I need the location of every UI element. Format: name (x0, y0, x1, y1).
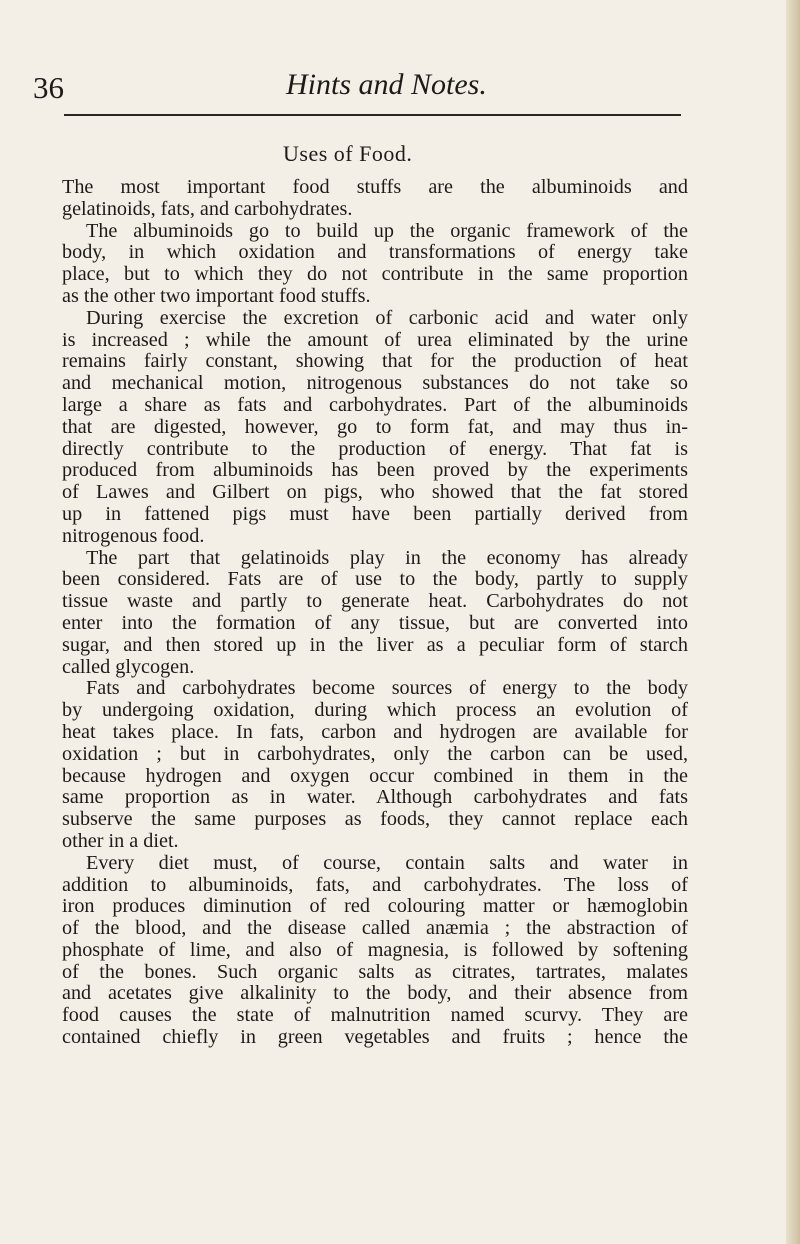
page-number: 36 (33, 70, 64, 105)
text-line: The most important food stuffs are the albuminoids and (62, 176, 688, 198)
text-line: called glycogen. (62, 655, 195, 678)
text-line: produced from albuminoids has been proved by the experiments (62, 459, 688, 482)
text-line: Fats and carbohydrates become sources of energy to the body (86, 677, 688, 700)
text-line: remains fairly constant, showing that for the production of heat (62, 350, 688, 373)
text-line: food causes the state of malnutrition named scurvy. They are (62, 1004, 688, 1027)
text-line: up in fattened pigs must have been partially derived from (62, 502, 688, 525)
text-line: and mechanical motion, nitrogenous substances do not take so (62, 372, 688, 395)
text-line: of the blood, and the disease called anæmia ; the abstraction of (62, 917, 688, 940)
text-line: phosphate of lime, and also of magnesia, is followed by softening (62, 938, 688, 961)
text-line: oxidation ; but in carbohydrates, only the carbon can be used, (62, 742, 688, 765)
text-line: sugar, and then stored up in the liver as a peculiar form of starch (62, 633, 688, 656)
text-line: directly contribute to the production of energy. That fat is (62, 437, 688, 460)
text-line: because hydrogen and oxygen occur combined in them in the (62, 764, 688, 787)
text-line: by undergoing oxidation, during which process an evolution of (62, 699, 688, 722)
text-line: same proportion as in water. Although carbohydrates and fats (62, 786, 688, 809)
text-line: iron produces diminution of red colouring matter or hæmoglobin (62, 895, 688, 918)
text-line: body, in which oxidation and transformations of energy take (62, 241, 688, 264)
text-line: of the bones. Such organic salts as citrates, tartrates, malates (62, 960, 688, 983)
text-line: tissue waste and partly to generate heat. Carbohydrates do not (62, 590, 688, 613)
text-line: gelatinoids, fats, and carbohydrates. (62, 197, 353, 220)
text-line: nitrogenous food. (62, 524, 205, 547)
header-rule (64, 114, 681, 116)
text-line: large a share as fats and carbohydrates. Part of the albuminoids (62, 393, 688, 416)
text-line: contained chiefly in green vegetables and fruits ; hence the (62, 1026, 688, 1049)
text-line: been considered. Fats are of use to the body, partly to supply (62, 568, 688, 591)
text-line: that are digested, however, go to form fat, and may thus in- (62, 415, 688, 438)
text-line: of Lawes and Gilbert on pigs, who showed that the fat stored (62, 481, 688, 504)
text-line: heat takes place. In fats, carbon and hydrogen are available for (62, 720, 688, 743)
text-line: Every diet must, of course, contain salts and water in (86, 851, 688, 874)
text-line: enter into the formation of any tissue, but are converted into (62, 611, 688, 634)
section-title: Uses of Food. (283, 141, 413, 166)
text-line: During exercise the excretion of carbonic acid and water only (86, 306, 688, 329)
text-line: is increased ; while the amount of urea eliminated by the urine (62, 328, 688, 351)
text-line: The albuminoids go to build up the organic framework of the (86, 219, 688, 242)
text-line: other in a diet. (62, 829, 179, 852)
text-line: place, but to which they do not contribute in the same proportion (62, 263, 688, 286)
text-line: addition to albuminoids, fats, and carbohydrates. The loss of (62, 873, 688, 896)
text-line: and acetates give alkalinity to the body, and their absence from (62, 982, 688, 1005)
text-line: subserve the same purposes as foods, they cannot replace each (62, 808, 688, 831)
page-edge (786, 0, 800, 1244)
running-head: Hints and Notes. (286, 68, 487, 101)
text-line: The part that gelatinoids play in the economy has already (86, 546, 688, 569)
text-line: as the other two important food stuffs. (62, 284, 371, 307)
body-text (62, 177, 688, 1049)
